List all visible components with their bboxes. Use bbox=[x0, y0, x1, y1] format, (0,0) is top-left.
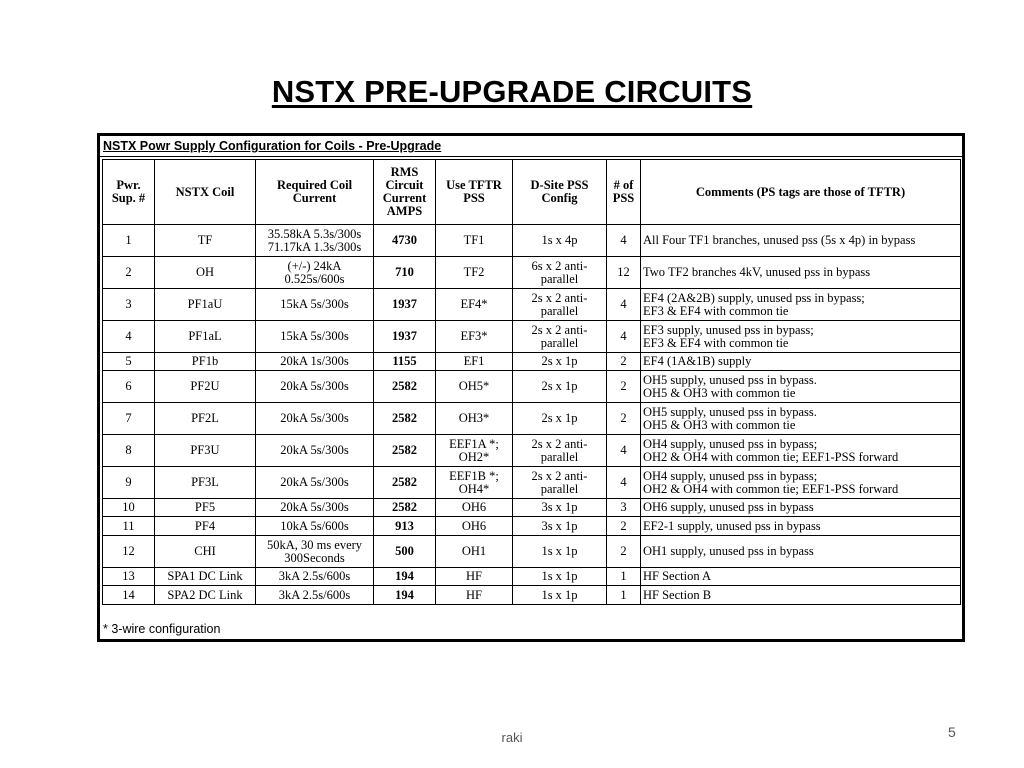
cell-dsite-config bbox=[513, 371, 607, 403]
cell-dsite-config bbox=[513, 586, 607, 605]
cell-rms-current: 2582 bbox=[374, 499, 436, 517]
col-header-required-current bbox=[256, 160, 374, 225]
table-row bbox=[103, 353, 961, 371]
cell-required-current bbox=[256, 517, 374, 536]
comment-line: HF Section A bbox=[643, 569, 712, 583]
dsite-config-line: 2s x 2 anti- bbox=[531, 436, 588, 451]
cell-num-pss: 2 bbox=[607, 403, 641, 435]
cell-dsite-config bbox=[513, 257, 607, 289]
dsite-config-line: 3s x 1p bbox=[541, 500, 578, 514]
cell-rms-current: 2582 bbox=[374, 371, 436, 403]
cell-rms-current: 194 bbox=[374, 568, 436, 586]
tftr-pss-line: OH3* bbox=[458, 411, 490, 425]
table-row bbox=[103, 225, 961, 257]
cell-supply-number: 3 bbox=[103, 289, 155, 321]
cell-dsite-config bbox=[513, 499, 607, 517]
cell-comments bbox=[641, 517, 961, 536]
cell-num-pss: 2 bbox=[607, 353, 641, 371]
col-header-pwr-sup bbox=[103, 160, 155, 225]
col-header-line: PSS bbox=[612, 191, 635, 205]
required-current-line: 3kA 2.5s/600s bbox=[278, 569, 351, 583]
tftr-pss-line: OH2* bbox=[458, 449, 490, 464]
cell-comments bbox=[641, 586, 961, 605]
col-header-line: RMS bbox=[390, 165, 419, 179]
table-row bbox=[103, 517, 961, 536]
comment-line: OH1 supply, unused pss in bypass bbox=[643, 544, 814, 558]
cell-comments bbox=[641, 568, 961, 586]
cell-nstx-coil: TF bbox=[155, 225, 256, 257]
cell-required-current bbox=[256, 586, 374, 605]
required-current-line: 20kA 5s/300s bbox=[280, 411, 349, 425]
dsite-config-line: parallel bbox=[540, 271, 579, 286]
required-current-line: 15kA 5s/300s bbox=[280, 329, 349, 343]
cell-rms-current: 1937 bbox=[374, 321, 436, 353]
cell-tftr-pss bbox=[436, 289, 513, 321]
col-header-dsite-config bbox=[513, 160, 607, 225]
cell-dsite-config bbox=[513, 517, 607, 536]
cell-tftr-pss bbox=[436, 435, 513, 467]
table-row bbox=[103, 536, 961, 568]
table-header-row bbox=[103, 160, 961, 225]
tftr-pss-line: OH6 bbox=[461, 500, 487, 514]
cell-nstx-coil: PF1b bbox=[155, 353, 256, 371]
tftr-pss-line: HF bbox=[466, 587, 482, 602]
col-header-num-pss bbox=[607, 160, 641, 225]
comment-line: OH5 supply, unused pss in bypass. bbox=[643, 372, 817, 387]
comment-line: OH6 supply, unused pss in bypass bbox=[643, 500, 814, 514]
required-current-line: 20kA 5s/300s bbox=[280, 475, 349, 489]
cell-required-current bbox=[256, 568, 374, 586]
dsite-config-line: 1s x 1p bbox=[541, 569, 578, 583]
col-header-line: Current bbox=[292, 191, 337, 205]
table-row bbox=[103, 586, 961, 605]
cell-tftr-pss bbox=[436, 371, 513, 403]
cell-supply-number: 9 bbox=[103, 467, 155, 499]
cell-nstx-coil: SPA2 DC Link bbox=[155, 586, 256, 605]
dsite-config-line: 2s x 1p bbox=[541, 354, 578, 368]
cell-comments bbox=[641, 353, 961, 371]
required-current-line: 50kA, 30 ms every bbox=[266, 537, 363, 552]
cell-rms-current: 1155 bbox=[374, 353, 436, 371]
table-row bbox=[103, 321, 961, 353]
col-header-line: Config bbox=[541, 191, 578, 205]
tftr-pss-line: HF bbox=[466, 569, 482, 583]
cell-tftr-pss bbox=[436, 499, 513, 517]
required-current-line: 300Seconds bbox=[284, 550, 345, 565]
col-header-line: Use TFTR bbox=[446, 178, 502, 192]
cell-num-pss: 4 bbox=[607, 435, 641, 467]
required-current-line: 3kA 2.5s/600s bbox=[278, 587, 351, 602]
col-header-line: D-Site PSS bbox=[530, 178, 589, 192]
cell-required-current bbox=[256, 353, 374, 371]
dsite-config-line: 2s x 1p bbox=[541, 411, 578, 425]
tftr-pss-line: OH4* bbox=[458, 481, 490, 496]
col-header-line: Current bbox=[382, 191, 427, 205]
tftr-pss-line: EF1 bbox=[463, 354, 485, 368]
cell-required-current bbox=[256, 289, 374, 321]
cell-nstx-coil: PF5 bbox=[155, 499, 256, 517]
tftr-pss-line: OH5* bbox=[458, 379, 490, 393]
required-current-line: (+/-) 24kA bbox=[287, 258, 342, 273]
cell-dsite-config bbox=[513, 353, 607, 371]
cell-num-pss: 3 bbox=[607, 499, 641, 517]
comment-line: EF4 (2A&2B) supply, unused pss in bypass; bbox=[643, 290, 865, 305]
col-header-rms-current bbox=[374, 160, 436, 225]
cell-nstx-coil: OH bbox=[155, 257, 256, 289]
tftr-pss-line: EF3* bbox=[460, 329, 488, 343]
cell-comments bbox=[641, 257, 961, 289]
cell-num-pss: 2 bbox=[607, 371, 641, 403]
comment-line: EF2-1 supply, unused pss in bypass bbox=[643, 518, 821, 533]
cell-required-current bbox=[256, 435, 374, 467]
cell-dsite-config bbox=[513, 225, 607, 257]
cell-supply-number: 1 bbox=[103, 225, 155, 257]
table-row bbox=[103, 467, 961, 499]
cell-nstx-coil: SPA1 DC Link bbox=[155, 568, 256, 586]
cell-rms-current: 500 bbox=[374, 536, 436, 568]
cell-dsite-config bbox=[513, 536, 607, 568]
comment-line: OH2 & OH4 with common tie; EEF1-PSS forward bbox=[643, 449, 899, 464]
cell-required-current bbox=[256, 225, 374, 257]
cell-dsite-config bbox=[513, 435, 607, 467]
cell-tftr-pss bbox=[436, 517, 513, 536]
col-header-nstx-coil bbox=[155, 160, 256, 225]
table-row bbox=[103, 371, 961, 403]
cell-rms-current: 2582 bbox=[374, 467, 436, 499]
col-header-line: # of bbox=[613, 178, 634, 192]
comment-line: EF3 & EF4 with common tie bbox=[643, 303, 789, 318]
tftr-pss-line: EEF1A *; bbox=[449, 436, 499, 451]
col-header-line: Sup. # bbox=[111, 191, 146, 205]
cell-supply-number: 13 bbox=[103, 568, 155, 586]
tftr-pss-line: OH1 bbox=[461, 544, 487, 558]
col-header-line: AMPS bbox=[386, 204, 423, 218]
cell-tftr-pss bbox=[436, 586, 513, 605]
comment-line: OH5 & OH3 with common tie bbox=[643, 417, 796, 432]
dsite-config-line: parallel bbox=[540, 335, 579, 350]
comment-line: OH5 supply, unused pss in bypass. bbox=[643, 404, 817, 419]
cell-supply-number: 5 bbox=[103, 353, 155, 371]
cell-dsite-config bbox=[513, 467, 607, 499]
cell-nstx-coil: PF2L bbox=[155, 403, 256, 435]
table-row bbox=[103, 289, 961, 321]
cell-comments bbox=[641, 467, 961, 499]
comment-line: All Four TF1 branches, unused pss (5s x 4p) in bypass bbox=[643, 233, 916, 247]
comment-line: Two TF2 branches 4kV, unused pss in bypass bbox=[643, 265, 871, 279]
comment-line: HF Section B bbox=[643, 587, 712, 602]
cell-supply-number: 10 bbox=[103, 499, 155, 517]
cell-dsite-config bbox=[513, 568, 607, 586]
required-current-line: 15kA 5s/300s bbox=[280, 297, 349, 311]
table-row bbox=[103, 499, 961, 517]
cell-comments bbox=[641, 499, 961, 517]
col-header-comments bbox=[641, 160, 961, 225]
cell-supply-number: 11 bbox=[103, 517, 155, 536]
cell-required-current bbox=[256, 321, 374, 353]
cell-nstx-coil: PF1aL bbox=[155, 321, 256, 353]
cell-rms-current: 710 bbox=[374, 257, 436, 289]
table-row bbox=[103, 403, 961, 435]
cell-num-pss: 12 bbox=[607, 257, 641, 289]
cell-nstx-coil: PF3U bbox=[155, 435, 256, 467]
cell-comments bbox=[641, 225, 961, 257]
dsite-config-line: parallel bbox=[540, 449, 579, 464]
circuit-table-sheet bbox=[97, 133, 965, 642]
required-current-line: 20kA 5s/300s bbox=[280, 379, 349, 393]
cell-num-pss: 4 bbox=[607, 289, 641, 321]
cell-rms-current: 913 bbox=[374, 517, 436, 536]
cell-required-current bbox=[256, 257, 374, 289]
cell-tftr-pss bbox=[436, 257, 513, 289]
required-current-line: 0.525s/600s bbox=[284, 271, 345, 286]
cell-supply-number: 2 bbox=[103, 257, 155, 289]
tftr-pss-line: OH6 bbox=[461, 518, 487, 533]
cell-comments bbox=[641, 321, 961, 353]
tftr-pss-line: TF2 bbox=[463, 265, 485, 279]
dsite-config-line: 6s x 2 anti- bbox=[531, 258, 588, 273]
comment-line: EF3 supply, unused pss in bypass; bbox=[643, 322, 814, 337]
comment-line: EF3 & EF4 with common tie bbox=[643, 335, 789, 350]
cell-nstx-coil: PF1aU bbox=[155, 289, 256, 321]
dsite-config-line: 2s x 2 anti- bbox=[531, 290, 588, 305]
slide-title: NSTX PRE-UPGRADE CIRCUITS bbox=[271, 74, 753, 109]
dsite-config-line: parallel bbox=[540, 303, 579, 318]
footer-author: raki bbox=[501, 730, 523, 745]
cell-rms-current: 2582 bbox=[374, 435, 436, 467]
col-header-line: Required Coil bbox=[276, 178, 353, 192]
dsite-config-line: 1s x 4p bbox=[541, 233, 578, 247]
cell-required-current bbox=[256, 467, 374, 499]
cell-tftr-pss bbox=[436, 225, 513, 257]
comment-line: OH4 supply, unused pss in bypass; bbox=[643, 436, 818, 451]
dsite-config-line: 2s x 2 anti- bbox=[531, 322, 588, 337]
required-current-line: 20kA 5s/300s bbox=[280, 443, 349, 457]
cell-comments bbox=[641, 289, 961, 321]
comment-line: EF4 (1A&1B) supply bbox=[643, 354, 752, 368]
required-current-line: 20kA 1s/300s bbox=[280, 354, 349, 368]
cell-comments bbox=[641, 403, 961, 435]
sheet-header bbox=[100, 136, 962, 157]
cell-tftr-pss bbox=[436, 321, 513, 353]
dsite-config-line: 1s x 1p bbox=[541, 544, 578, 558]
col-header-line: Pwr. bbox=[116, 178, 141, 192]
col-header-line: Circuit bbox=[385, 178, 424, 192]
cell-num-pss: 4 bbox=[607, 225, 641, 257]
tftr-pss-line: EEF1B *; bbox=[449, 468, 499, 483]
cell-comments bbox=[641, 536, 961, 568]
footnote: * 3-wire configuration bbox=[103, 622, 221, 636]
cell-num-pss: 4 bbox=[607, 467, 641, 499]
cell-tftr-pss bbox=[436, 403, 513, 435]
cell-num-pss: 2 bbox=[607, 517, 641, 536]
page-number: 5 bbox=[948, 724, 956, 740]
cell-required-current bbox=[256, 536, 374, 568]
cell-num-pss: 1 bbox=[607, 586, 641, 605]
cell-required-current bbox=[256, 371, 374, 403]
cell-dsite-config bbox=[513, 321, 607, 353]
cell-rms-current: 4730 bbox=[374, 225, 436, 257]
cell-nstx-coil: CHI bbox=[155, 536, 256, 568]
table-body bbox=[103, 225, 961, 605]
cell-supply-number: 7 bbox=[103, 403, 155, 435]
circuits-table bbox=[102, 159, 961, 605]
dsite-config-line: 2s x 1p bbox=[541, 379, 578, 393]
cell-num-pss: 4 bbox=[607, 321, 641, 353]
cell-num-pss: 1 bbox=[607, 568, 641, 586]
cell-comments bbox=[641, 435, 961, 467]
table-row bbox=[103, 568, 961, 586]
cell-tftr-pss bbox=[436, 353, 513, 371]
sheet-header-text: NSTX Powr Supply Configuration for Coils - Pre-Upgrade bbox=[103, 139, 442, 153]
cell-dsite-config bbox=[513, 403, 607, 435]
comment-line: OH4 supply, unused pss in bypass; bbox=[643, 468, 818, 483]
cell-nstx-coil: PF4 bbox=[155, 517, 256, 536]
table-row bbox=[103, 435, 961, 467]
cell-supply-number: 4 bbox=[103, 321, 155, 353]
required-current-line: 10kA 5s/600s bbox=[280, 518, 349, 533]
tftr-pss-line: TF1 bbox=[463, 233, 485, 247]
required-current-line: 35.58kA 5.3s/300s bbox=[267, 226, 362, 241]
cell-supply-number: 8 bbox=[103, 435, 155, 467]
cell-required-current bbox=[256, 403, 374, 435]
cell-rms-current: 1937 bbox=[374, 289, 436, 321]
cell-tftr-pss bbox=[436, 568, 513, 586]
cell-num-pss: 2 bbox=[607, 536, 641, 568]
col-header-line: NSTX Coil bbox=[175, 184, 235, 199]
cell-supply-number: 12 bbox=[103, 536, 155, 568]
tftr-pss-line: EF4* bbox=[460, 297, 488, 311]
dsite-config-line: parallel bbox=[540, 481, 579, 496]
dsite-config-line: 1s x 1p bbox=[541, 587, 578, 602]
required-current-line: 20kA 5s/300s bbox=[280, 500, 349, 514]
cell-tftr-pss bbox=[436, 467, 513, 499]
col-header-line: Comments (PS tags are those of TFTR) bbox=[695, 184, 906, 199]
cell-comments bbox=[641, 371, 961, 403]
dsite-config-line: 3s x 1p bbox=[541, 518, 578, 533]
dsite-config-line: 2s x 2 anti- bbox=[531, 468, 588, 483]
cell-nstx-coil: PF2U bbox=[155, 371, 256, 403]
cell-rms-current: 2582 bbox=[374, 403, 436, 435]
comment-line: OH2 & OH4 with common tie; EEF1-PSS forward bbox=[643, 481, 899, 496]
required-current-line: 71.17kA 1.3s/300s bbox=[267, 239, 362, 254]
comment-line: OH5 & OH3 with common tie bbox=[643, 385, 796, 400]
col-header-line: PSS bbox=[463, 191, 485, 205]
table-row bbox=[103, 257, 961, 289]
cell-dsite-config bbox=[513, 289, 607, 321]
col-header-use-tftr-pss bbox=[436, 160, 513, 225]
cell-supply-number: 6 bbox=[103, 371, 155, 403]
cell-nstx-coil: PF3L bbox=[155, 467, 256, 499]
cell-required-current bbox=[256, 499, 374, 517]
cell-supply-number: 14 bbox=[103, 586, 155, 605]
cell-rms-current: 194 bbox=[374, 586, 436, 605]
cell-tftr-pss bbox=[436, 536, 513, 568]
